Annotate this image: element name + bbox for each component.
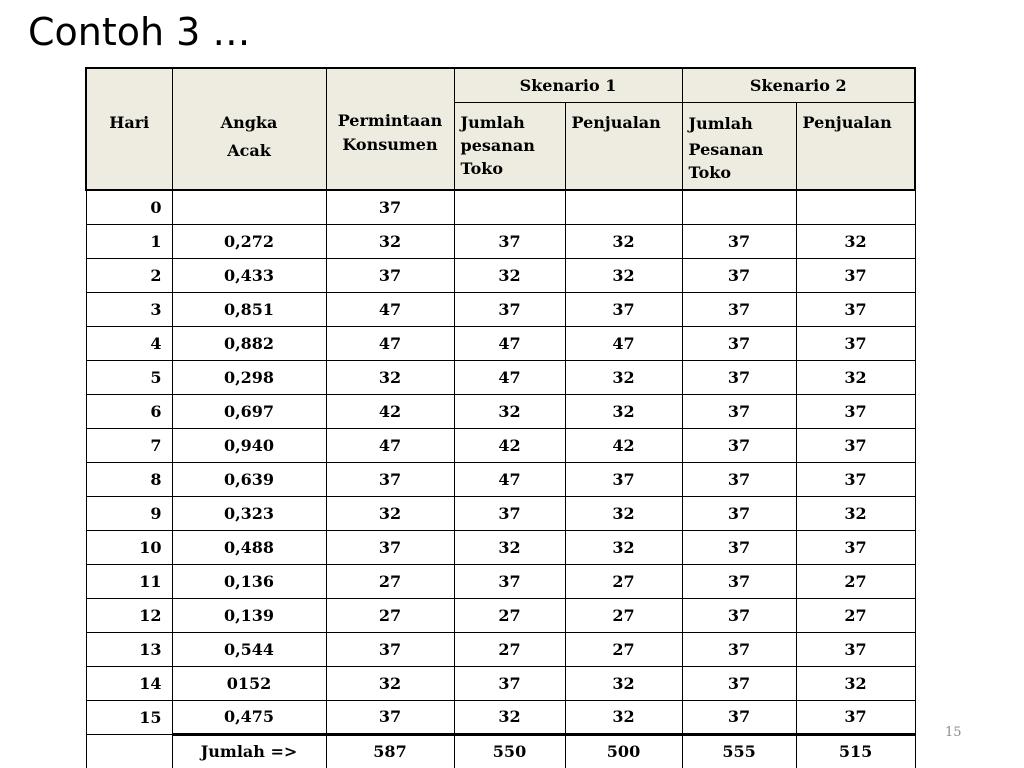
cell-permintaan: 37 [326, 530, 454, 564]
total-s1-pesanan: 550 [454, 734, 565, 768]
table-row [86, 666, 915, 700]
cell-s1-penjualan: 27 [565, 564, 682, 598]
cell-s2-penjualan: 32 [796, 224, 915, 258]
cell-s1-penjualan: 27 [565, 632, 682, 666]
cell-s1-penjualan: 47 [565, 326, 682, 360]
cell-s2-pesanan [682, 190, 796, 224]
cell-hari: 4 [86, 326, 172, 360]
total-permintaan: 587 [326, 734, 454, 768]
page-number: 15 [945, 725, 962, 740]
cell-s1-penjualan: 37 [565, 292, 682, 326]
cell-s2-pesanan: 37 [682, 224, 796, 258]
cell-permintaan: 32 [326, 224, 454, 258]
table-row [86, 292, 915, 326]
cell-s1-pesanan: 47 [454, 462, 565, 496]
cell-s2-pesanan: 37 [682, 700, 796, 734]
cell-s2-pesanan: 37 [682, 428, 796, 462]
header-s1-jumlah-line3: Toko [460, 158, 503, 178]
header-angka-acak [172, 68, 326, 190]
header-hari [86, 68, 172, 190]
header-permintaan-line1: Permintaan [337, 111, 443, 130]
cell-angka-acak: 0,697 [172, 394, 326, 428]
cell-angka-acak [172, 190, 326, 224]
cell-hari: 5 [86, 360, 172, 394]
table-row [86, 326, 915, 360]
cell-angka-acak: 0,639 [172, 462, 326, 496]
cell-s2-penjualan: 37 [796, 292, 915, 326]
cell-angka-acak: 0,298 [172, 360, 326, 394]
simulation-table [85, 67, 916, 768]
cell-s1-penjualan: 37 [565, 462, 682, 496]
cell-s1-penjualan: 32 [565, 666, 682, 700]
cell-hari: 2 [86, 258, 172, 292]
slide-title: Contoh 3 … [28, 10, 251, 54]
cell-s1-penjualan: 32 [565, 530, 682, 564]
cell-s1-penjualan: 27 [565, 598, 682, 632]
table-row [86, 428, 915, 462]
table-row [86, 462, 915, 496]
cell-s2-pesanan: 37 [682, 564, 796, 598]
cell-s1-pesanan: 32 [454, 394, 565, 428]
cell-hari: 15 [86, 700, 172, 734]
cell-s1-pesanan: 32 [454, 700, 565, 734]
cell-s1-pesanan: 27 [454, 598, 565, 632]
cell-permintaan: 37 [326, 258, 454, 292]
header-s2-jumlah-line1: Jumlah [688, 113, 753, 133]
cell-s2-penjualan: 32 [796, 666, 915, 700]
cell-s1-pesanan: 37 [454, 496, 565, 530]
cell-s2-pesanan: 37 [682, 394, 796, 428]
cell-hari: 6 [86, 394, 172, 428]
table-row [86, 530, 915, 564]
cell-angka-acak: 0,488 [172, 530, 326, 564]
cell-s1-penjualan: 32 [565, 258, 682, 292]
cell-s1-pesanan [454, 190, 565, 224]
cell-s2-penjualan: 37 [796, 700, 915, 734]
cell-permintaan: 32 [326, 360, 454, 394]
cell-s2-penjualan: 37 [796, 428, 915, 462]
cell-s2-pesanan: 37 [682, 326, 796, 360]
cell-s2-pesanan: 37 [682, 598, 796, 632]
cell-s2-pesanan: 37 [682, 632, 796, 666]
table-row [86, 564, 915, 598]
table-row [86, 394, 915, 428]
cell-s2-penjualan: 37 [796, 394, 915, 428]
cell-s1-penjualan: 32 [565, 496, 682, 530]
cell-hari: 11 [86, 564, 172, 598]
header-s2-jumlah-line3: Toko [688, 162, 732, 182]
cell-s1-pesanan: 27 [454, 632, 565, 666]
header-s1-jumlah-pesanan [454, 102, 565, 190]
cell-s1-penjualan: 32 [565, 394, 682, 428]
cell-permintaan: 37 [326, 190, 454, 224]
cell-s2-pesanan: 37 [682, 360, 796, 394]
cell-s1-pesanan: 32 [454, 258, 565, 292]
cell-hari: 13 [86, 632, 172, 666]
cell-hari: 7 [86, 428, 172, 462]
cell-s2-penjualan: 32 [796, 360, 915, 394]
table-row [86, 598, 915, 632]
header-angka-acak-line2: Acak [227, 141, 271, 160]
cell-permintaan: 47 [326, 326, 454, 360]
header-s2-jumlah-line2: Pesanan [688, 139, 764, 159]
total-s1-penjualan: 500 [565, 734, 682, 768]
cell-angka-acak: 0,940 [172, 428, 326, 462]
total-label: Jumlah => [172, 734, 326, 768]
header-angka-acak-line1: Angka [220, 113, 278, 132]
cell-permintaan: 47 [326, 292, 454, 326]
cell-s2-pesanan: 37 [682, 462, 796, 496]
cell-angka-acak: 0,272 [172, 224, 326, 258]
cell-permintaan: 37 [326, 462, 454, 496]
header-permintaan-line2: Konsumen [342, 135, 438, 154]
cell-s1-pesanan: 37 [454, 292, 565, 326]
header-permintaan [326, 68, 454, 190]
cell-angka-acak: 0,139 [172, 598, 326, 632]
cell-hari: 8 [86, 462, 172, 496]
cell-permintaan: 42 [326, 394, 454, 428]
total-row [86, 734, 915, 768]
cell-s2-pesanan: 37 [682, 530, 796, 564]
cell-permintaan: 47 [326, 428, 454, 462]
header-s1-jumlah-line1: Jumlah [460, 112, 525, 132]
cell-s1-pesanan: 37 [454, 564, 565, 598]
cell-s2-penjualan: 37 [796, 632, 915, 666]
header-skenario-2: Skenario 2 [682, 68, 915, 102]
cell-angka-acak: 0,136 [172, 564, 326, 598]
cell-s2-penjualan: 37 [796, 462, 915, 496]
cell-angka-acak: 0,323 [172, 496, 326, 530]
cell-s2-penjualan: 37 [796, 258, 915, 292]
cell-hari: 9 [86, 496, 172, 530]
cell-angka-acak: 0,882 [172, 326, 326, 360]
cell-s1-pesanan: 47 [454, 360, 565, 394]
cell-s2-penjualan: 27 [796, 598, 915, 632]
cell-hari: 0 [86, 190, 172, 224]
cell-s1-pesanan: 37 [454, 666, 565, 700]
table-row [86, 632, 915, 666]
header-s2-penjualan: Penjualan [796, 102, 915, 190]
cell-s1-pesanan: 42 [454, 428, 565, 462]
table-row [86, 700, 915, 734]
cell-s2-penjualan: 32 [796, 496, 915, 530]
cell-s1-penjualan: 32 [565, 360, 682, 394]
cell-angka-acak: 0,544 [172, 632, 326, 666]
cell-s2-penjualan: 27 [796, 564, 915, 598]
header-s1-penjualan: Penjualan [565, 102, 682, 190]
cell-permintaan: 27 [326, 564, 454, 598]
cell-s1-penjualan [565, 190, 682, 224]
cell-permintaan: 32 [326, 496, 454, 530]
cell-s2-pesanan: 37 [682, 496, 796, 530]
cell-s2-penjualan: 37 [796, 326, 915, 360]
header-s2-jumlah-pesanan [682, 102, 796, 190]
cell-s1-pesanan: 32 [454, 530, 565, 564]
table-row [86, 190, 915, 224]
cell-s1-penjualan: 32 [565, 224, 682, 258]
cell-hari: 14 [86, 666, 172, 700]
cell-s2-pesanan: 37 [682, 292, 796, 326]
cell-permintaan: 27 [326, 598, 454, 632]
table-row [86, 496, 915, 530]
cell-permintaan: 37 [326, 700, 454, 734]
cell-s1-pesanan: 37 [454, 224, 565, 258]
table-header [86, 68, 915, 190]
table-row [86, 258, 915, 292]
cell-s2-penjualan [796, 190, 915, 224]
total-s2-penjualan: 515 [796, 734, 915, 768]
header-s1-jumlah-line2: pesanan [460, 135, 535, 155]
cell-s1-penjualan: 32 [565, 700, 682, 734]
cell-angka-acak: 0,475 [172, 700, 326, 734]
cell-angka-acak: 0152 [172, 666, 326, 700]
total-empty-cell [86, 734, 172, 768]
total-s2-pesanan: 555 [682, 734, 796, 768]
cell-hari: 1 [86, 224, 172, 258]
cell-hari: 3 [86, 292, 172, 326]
cell-s2-pesanan: 37 [682, 666, 796, 700]
cell-hari: 10 [86, 530, 172, 564]
table-row [86, 224, 915, 258]
cell-angka-acak: 0,433 [172, 258, 326, 292]
cell-s1-pesanan: 47 [454, 326, 565, 360]
cell-permintaan: 32 [326, 666, 454, 700]
header-hari-label: Hari [109, 113, 150, 132]
table-footer [86, 734, 915, 768]
cell-s2-pesanan: 37 [682, 258, 796, 292]
cell-hari: 12 [86, 598, 172, 632]
cell-s1-penjualan: 42 [565, 428, 682, 462]
table-body [86, 190, 915, 734]
cell-s2-penjualan: 37 [796, 530, 915, 564]
header-skenario-1: Skenario 1 [454, 68, 682, 102]
cell-permintaan: 37 [326, 632, 454, 666]
table-row [86, 360, 915, 394]
cell-angka-acak: 0,851 [172, 292, 326, 326]
